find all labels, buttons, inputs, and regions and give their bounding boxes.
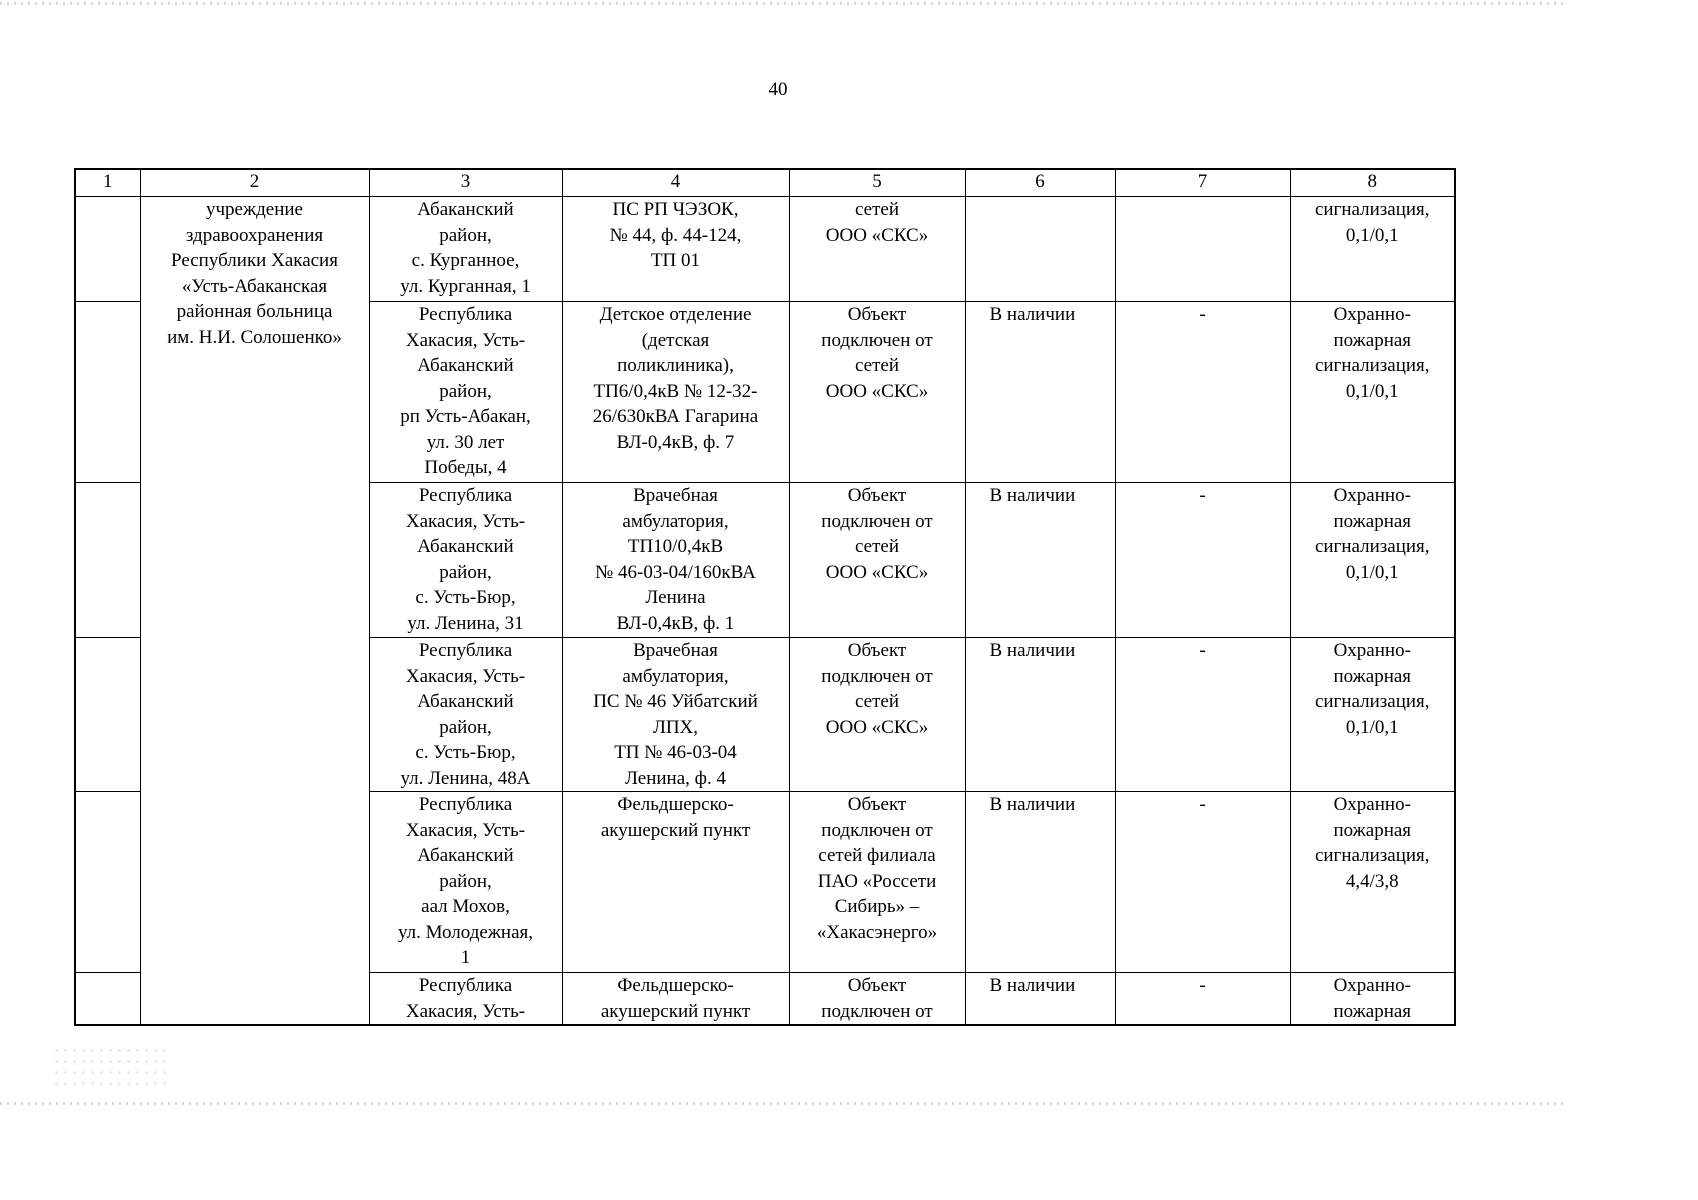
address-cell: Республика Хакасия, Усть- (369, 973, 562, 1026)
address-cell: Республика Хакасия, Усть- Абаканский район, с. Усть-Бюр, ул. Ленина, 48А (369, 638, 562, 792)
alarm-cell: Охранно- пожарная сигнализация, 0,1/0,1 (1290, 638, 1455, 792)
alarm-cell: Охранно- пожарная (1290, 973, 1455, 1026)
column-7-cell: - (1115, 302, 1290, 483)
row-number-cell (75, 792, 140, 973)
object-cell: Фельдшерско- акушерский пункт (562, 792, 789, 973)
object-cell: Фельдшерско- акушерский пункт (562, 973, 789, 1026)
column-7-cell: - (1115, 483, 1290, 638)
header-cell-3: 3 (369, 169, 562, 197)
table-row (75, 197, 1455, 302)
column-7-cell: - (1115, 792, 1290, 973)
connection-cell: Объект подключен от сетей ООО «СКС» (789, 302, 965, 483)
table-body (75, 197, 1455, 1026)
column-7-cell (1115, 197, 1290, 302)
header-cell-8: 8 (1290, 169, 1455, 197)
connection-cell: Объект подключен от сетей ООО «СКС» (789, 638, 965, 792)
connection-cell: Объект подключен от сетей ООО «СКС» (789, 483, 965, 638)
header-cell-5: 5 (789, 169, 965, 197)
row-number-cell (75, 197, 140, 302)
row-number-cell (75, 483, 140, 638)
address-cell: Абаканский район, с. Курганное, ул. Курганная, 1 (369, 197, 562, 302)
row-number-cell (75, 638, 140, 792)
status-cell (965, 197, 1115, 302)
column-7-cell: - (1115, 638, 1290, 792)
scan-smudge (52, 1045, 172, 1085)
scan-edge-top (0, 2, 1568, 5)
status-cell: В наличии (965, 792, 1115, 973)
header-row (75, 169, 1455, 197)
object-cell: Детское отделение (детская поликлиника), ТП6/0,4кВ № 12-32- 26/630кВА Гагарина ВЛ-0,4кВ, ф. 7 (562, 302, 789, 483)
column-7-cell: - (1115, 973, 1290, 1026)
address-cell: Республика Хакасия, Усть- Абаканский район, рп Усть-Абакан, ул. 30 лет Победы, 4 (369, 302, 562, 483)
facilities-table (74, 168, 1456, 1026)
header-cell-2: 2 (140, 169, 369, 197)
status-cell: В наличии (965, 483, 1115, 638)
address-cell: Республика Хакасия, Усть- Абаканский район, с. Усть-Бюр, ул. Ленина, 31 (369, 483, 562, 638)
object-cell: Врачебная амбулатория, ТП10/0,4кВ № 46-03-04/160кВА Ленина ВЛ-0,4кВ, ф. 1 (562, 483, 789, 638)
alarm-cell: сигнализация, 0,1/0,1 (1290, 197, 1455, 302)
connection-cell: Объект подключен от (789, 973, 965, 1026)
alarm-cell: Охранно- пожарная сигнализация, 0,1/0,1 (1290, 302, 1455, 483)
header-cell-1: 1 (75, 169, 140, 197)
row-number-cell (75, 302, 140, 483)
object-cell: Врачебная амбулатория, ПС № 46 Уйбатский ЛПХ, ТП № 46-03-04 Ленина, ф. 4 (562, 638, 789, 792)
status-cell: В наличии (965, 973, 1115, 1026)
page-number: 40 (768, 79, 788, 100)
connection-cell: сетей ООО «СКС» (789, 197, 965, 302)
alarm-cell: Охранно- пожарная сигнализация, 4,4/3,8 (1290, 792, 1455, 973)
status-cell: В наличии (965, 302, 1115, 483)
header-cell-6: 6 (965, 169, 1115, 197)
header-cell-7: 7 (1115, 169, 1290, 197)
status-cell: В наличии (965, 638, 1115, 792)
address-cell: Республика Хакасия, Усть- Абаканский район, аал Мохов, ул. Молодежная, 1 (369, 792, 562, 973)
header-cell-4: 4 (562, 169, 789, 197)
institution-cell: учреждение здравоохранения Республики Хакасия «Усть-Абаканская районная больница им. Н.И. Солошенко» (140, 197, 369, 1026)
table-header (75, 169, 1455, 197)
connection-cell: Объект подключен от сетей филиала ПАО «Россети Сибирь» – «Хакасэнерго» (789, 792, 965, 973)
object-cell: ПС РП ЧЭЗОК, № 44, ф. 44-124, ТП 01 (562, 197, 789, 302)
scan-edge-bottom (0, 1102, 1568, 1105)
row-number-cell (75, 973, 140, 1026)
alarm-cell: Охранно- пожарная сигнализация, 0,1/0,1 (1290, 483, 1455, 638)
